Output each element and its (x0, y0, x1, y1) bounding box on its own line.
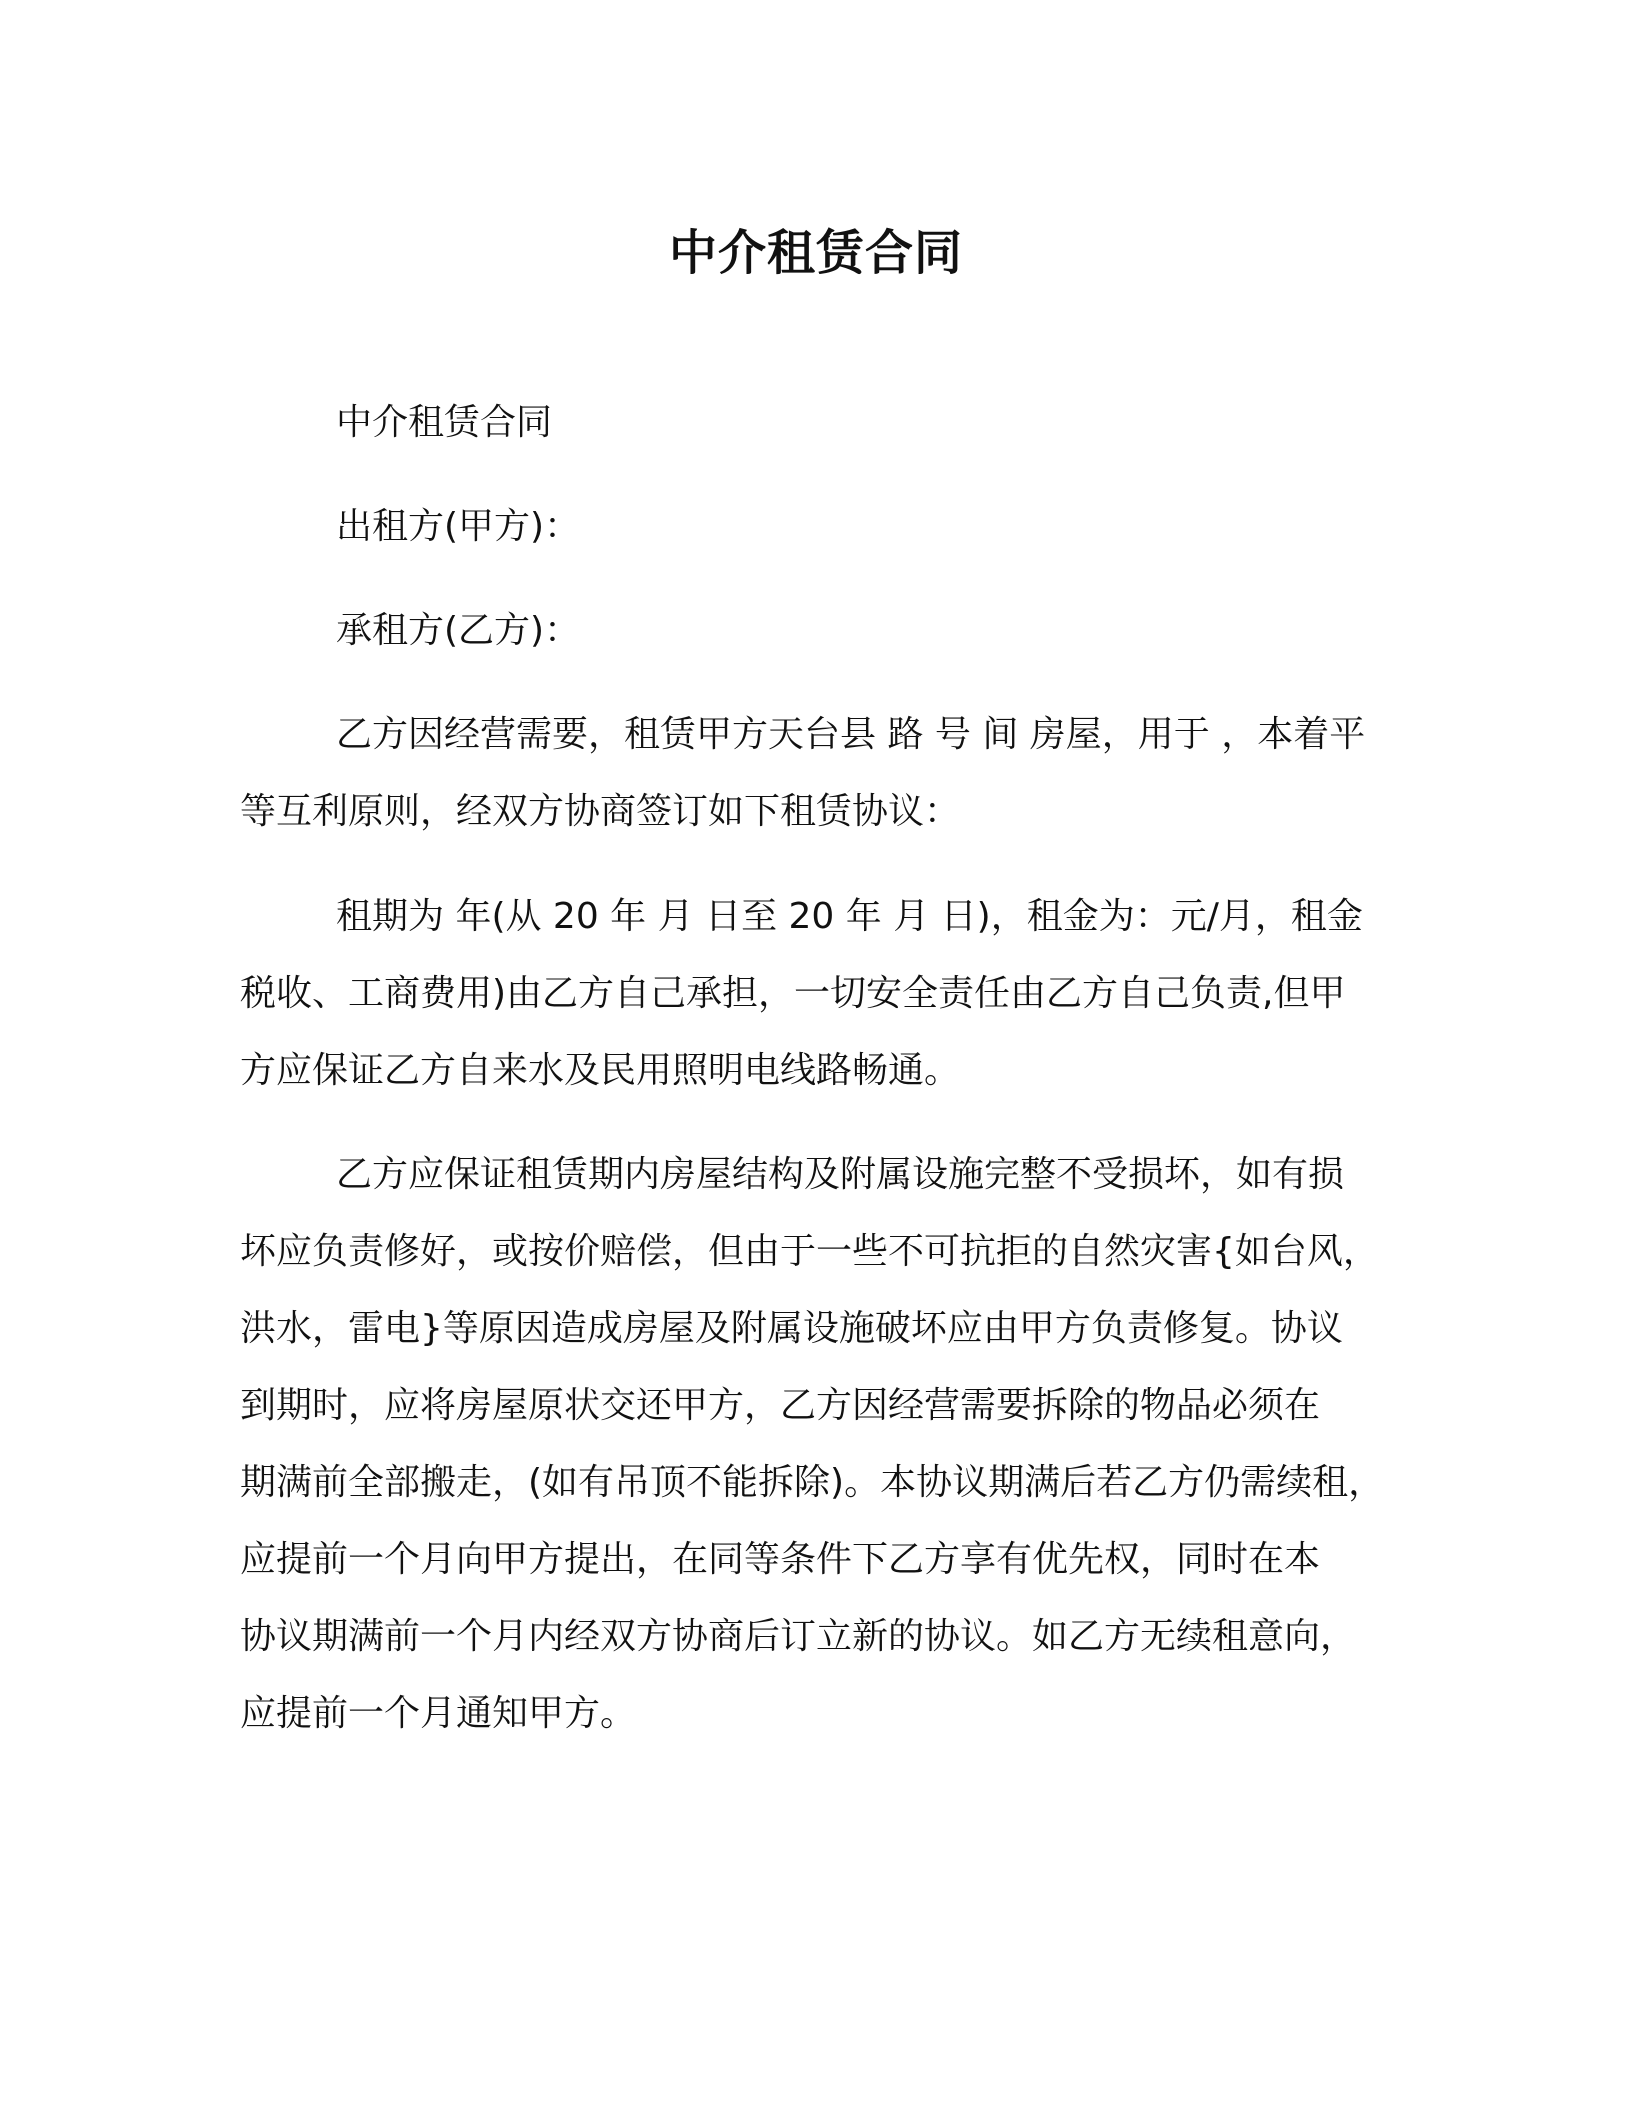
paragraph-line: 应提前一个月向甲方提出，在同等条件下乙方享有优先权，同时在本 (240, 1539, 1321, 1580)
paragraph-lease-purpose (240, 696, 1420, 850)
paragraph-line: 洪水，雷电}等原因造成房屋及附属设施破坏应由甲方负责修复。协议 (240, 1308, 1343, 1349)
paragraph-maintenance-renewal (240, 1136, 1420, 1752)
subtitle-line: 中介租赁合同 (336, 402, 553, 443)
lessee-label: 承租方(乙方)： (336, 610, 581, 651)
lessee-line (240, 592, 1420, 669)
lessor-label: 出租方(甲方)： (336, 506, 581, 547)
paragraph-line: 乙方应保证租赁期内房屋结构及附属设施完整不受损坏，如有损 (336, 1154, 1345, 1195)
paragraph-line: 坏应负责修好，或按价赔偿，但由于一些不可抗拒的自然灾害{如台风， (240, 1231, 1379, 1272)
paragraph-line: 税收、工商费用)由乙方自己承担，一切安全责任由乙方自己负责,但甲 (240, 973, 1346, 1014)
paragraph-line: 方应保证乙方自来水及民用照明电线路畅通。 (240, 1050, 961, 1091)
document-title: 中介租赁合同 (668, 225, 963, 281)
document-subtitle (240, 384, 1420, 461)
paragraph-line: 期满前全部搬走，(如有吊顶不能拆除)。本协议期满后若乙方仍需续租， (240, 1462, 1385, 1503)
paragraph-line: 等互利原则，经双方协商签订如下租赁协议： (240, 791, 961, 832)
paragraph-line: 租期为 年(从 20 年 月 日至 20 年 月 日)，租金为：元/月，租金 (336, 896, 1363, 937)
lessor-line (240, 488, 1420, 565)
paragraph-lease-term (240, 878, 1420, 1109)
paragraph-line: 乙方因经营需要，租赁甲方天台县 路 号 间 房屋，用于 ，本着平 (336, 714, 1366, 755)
paragraph-line: 到期时，应将房屋原状交还甲方，乙方因经营需要拆除的物品必须在 (240, 1385, 1321, 1426)
paragraph-line: 应提前一个月通知甲方。 (240, 1693, 637, 1734)
paragraph-line: 协议期满前一个月内经双方协商后订立新的协议。如乙方无续租意向， (240, 1616, 1357, 1657)
